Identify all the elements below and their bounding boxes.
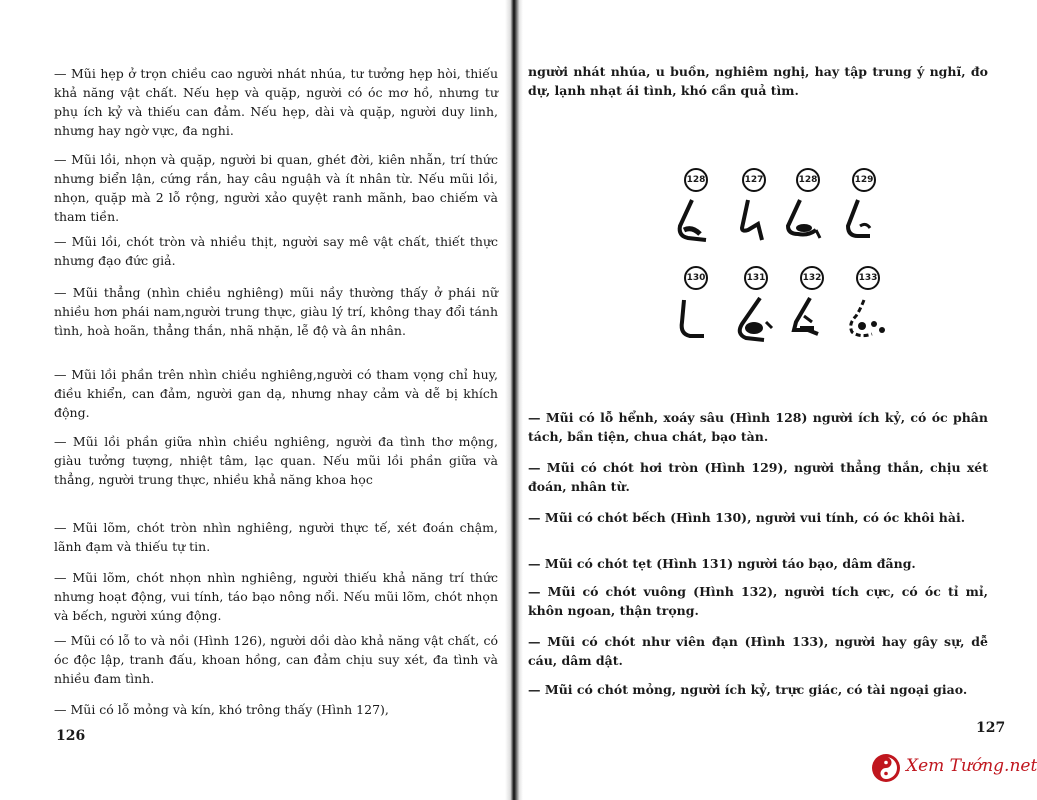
page-number-left: 126 (56, 728, 86, 744)
nose-drawing-icon (728, 196, 784, 254)
nose-drawing-icon (838, 196, 894, 254)
right-paragraph-3: — Mũi có chót bếch (Hình 130), người vui tính, có óc khôi hài. (528, 510, 966, 525)
watermark-text: Xem Tướng.net (906, 756, 1037, 776)
left-paragraph-1: — Mũi hẹp ở trọn chiều cao người nhát nhúa, tư tưởng hẹp hòi, thiếu khả năng vật chất. Nếu hẹp và quặp, người có óc mơ hồ, nhưng tư phụ ích kỷ và thiếu can đảm. Nếu hẹp, dài và quặp, người duy linh, nhưng hay ngờ vực, đa nghi. (54, 66, 498, 138)
figure-label: 133 (856, 266, 880, 290)
nose-figure (842, 266, 898, 352)
nose-drawing-icon (782, 196, 838, 254)
watermark-logo (872, 750, 1037, 786)
nose-figure (838, 168, 894, 254)
nose-figure (728, 168, 784, 254)
nose-drawing-icon (730, 294, 786, 352)
nose-drawing-icon (842, 294, 898, 352)
left-paragraph-3: — Mũi lồi, chót tròn và nhiều thịt, người say mê vật chất, thiết thực nhưng đạo đức giả. (54, 234, 498, 268)
right-paragraph-4: — Mũi có chót tẹt (Hình 131) người táo bạo, dâm đãng. (528, 556, 916, 571)
nose-figure (670, 168, 726, 254)
figure-label: 130 (684, 266, 708, 290)
nose-figure (786, 266, 842, 352)
figure-label: 129 (852, 168, 876, 192)
nose-figure (782, 168, 838, 254)
left-paragraph-8: — Mũi lõm, chót nhọn nhìn nghiêng, người thiếu khả năng trí thức nhưng hoạt động, vui tính, táo bạo nông nổi. Nếu mũi lõm, chót nhọn và bếch, người xúng động. (54, 570, 498, 623)
nose-figure (730, 266, 786, 352)
figure-label: 132 (800, 266, 824, 290)
left-paragraph-6: — Mũi lồi phần giữa nhìn chiều nghiêng, người đa tình thơ mộng, giàu tưởng tượng, nhiệt tâm, lạc quan. Nếu mũi lồi phần giữa và thẳng, người trung thực, nhiều khả năng khoa học (54, 434, 498, 487)
figure-label: 131 (744, 266, 768, 290)
left-page (0, 0, 510, 800)
nose-drawing-icon (670, 294, 726, 352)
right-paragraph-5: — Mũi có chót vuông (Hình 132), người tích cực, có óc tỉ mỉ, khôn ngoan, thận trọng. (528, 584, 988, 618)
left-paragraph-4: — Mũi thẳng (nhìn chiều nghiêng) mũi nầy thường thấy ở phái nữ nhiều hơn phái nam,người trung thực, giàu lý trí, không thay đổi tánh tình, hoà hoãn, thẳng thắn, nhã nhặn, lễ độ và ân nhân. (54, 285, 498, 338)
nose-figure (670, 266, 726, 352)
right-paragraph-1: — Mũi có lỗ hểnh, xoáy sâu (Hình 128) người ích kỷ, có óc phân tách, bần tiện, chua chát, bạo tàn. (528, 410, 988, 444)
figure-label: 128 (684, 168, 708, 192)
right-paragraph-2: — Mũi có chót hơi tròn (Hình 129), người thẳng thắn, chịu xét đoán, nhân từ. (528, 460, 988, 494)
right-paragraph-6: — Mũi có chót như viên đạn (Hình 133), người hay gây sự, dễ cáu, dâm dật. (528, 634, 988, 668)
page-number-right: 127 (976, 720, 1006, 736)
right-paragraph-7: — Mũi có chót mỏng, người ích kỷ, trực giác, có tài ngoại giao. (528, 682, 968, 697)
nose-drawing-icon (670, 196, 726, 254)
yin-yang-icon (872, 754, 900, 782)
left-paragraph-2: — Mũi lồi, nhọn và quặp, người bi quan, ghét đời, kiên nhẫn, trí thức nhưng biển lận, cứng rắn, hay câu nguậh và ít nhân từ. Nếu mũi lồi, nhọn, quặp mà 2 lỗ rộng, người xảo quyệt ranh mãnh, bao chiếm và tham tiền. (54, 152, 498, 224)
right-intro: người nhát nhúa, u buồn, nghiêm nghị, hay tập trung ý nghĩ, đo dự, lạnh nhạt ái tình, khó cần quả tìm. (528, 64, 988, 98)
right-page (520, 0, 1037, 800)
left-paragraph-7: — Mũi lõm, chót tròn nhìn nghiêng, người thực tế, xét đoán chậm, lãnh đạm và thiếu tự tin. (54, 520, 498, 554)
left-paragraph-5: — Mũi lồi phần trên nhìn chiều nghiêng,người có tham vọng chỉ huy, điều khiển, can đảm, người gan dạ, nhưng nhay cảm và dễ bị khích động. (54, 367, 498, 420)
figure-label: 127 (742, 168, 766, 192)
nose-drawing-icon (786, 294, 842, 352)
left-paragraph-10: — Mũi có lỗ mỏng và kín, khó trông thấy (Hình 127), (54, 702, 389, 717)
figure-label: 128 (796, 168, 820, 192)
left-paragraph-9: — Mũi có lỗ to và nồi (Hình 126), người dồi dào khả năng vật chất, có óc độc lập, tranh đấu, khoan hồng, can đảm chịu suy xét, đa tình và nhiều đam tình. (54, 633, 498, 686)
